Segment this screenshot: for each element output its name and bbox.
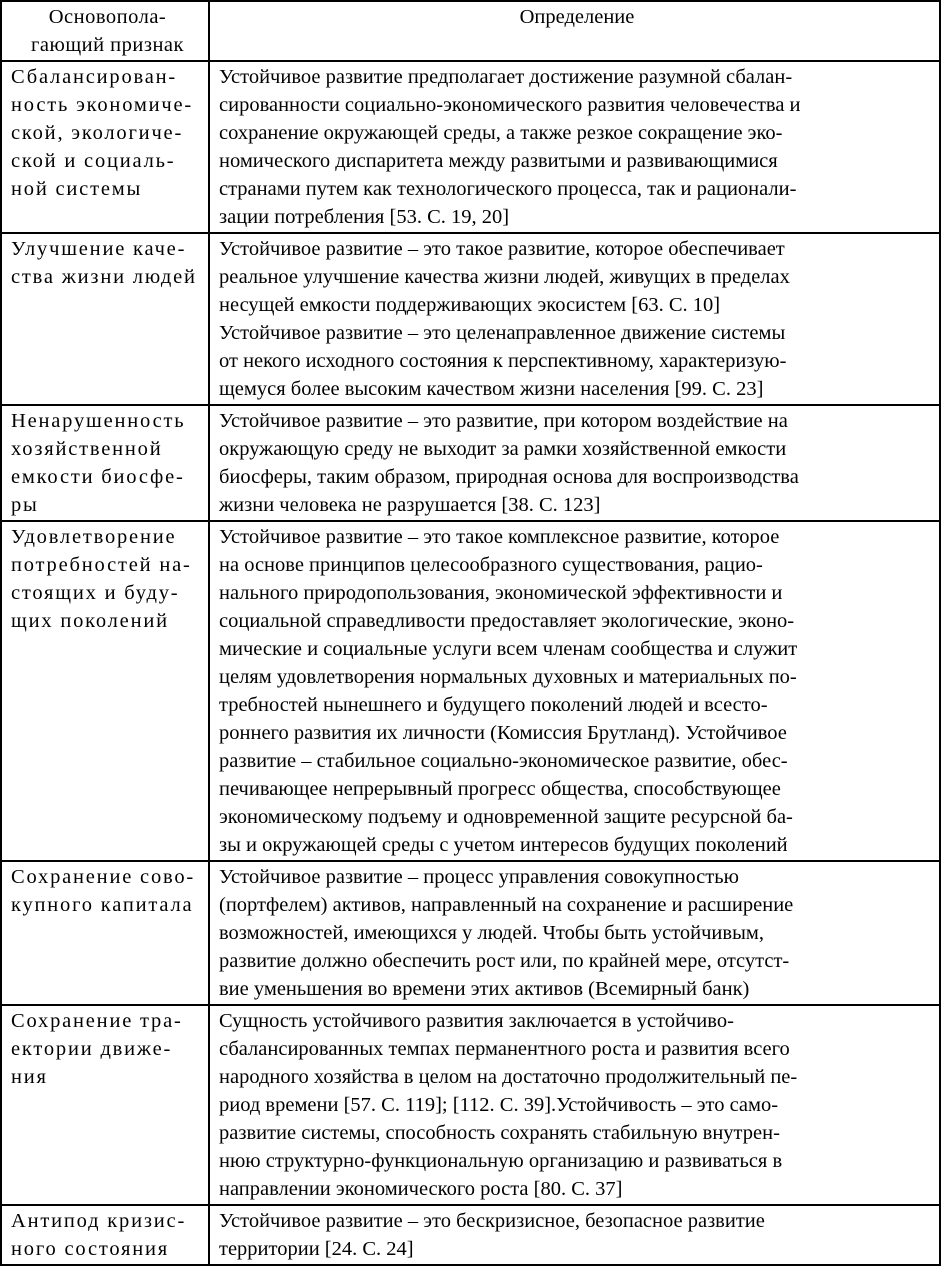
header-feature-line: Основопола-: [48, 6, 167, 28]
feature-line: ность экономиче-: [11, 94, 194, 116]
feature-cell: [1, 861, 209, 1005]
definition-line: биосферы, таким образом, природная основа для воспроизводства: [219, 466, 799, 488]
definition-cell: [209, 61, 940, 233]
definition-line: реальное улучшение качества жизни людей, живущих в пределах: [219, 266, 790, 288]
feature-line: купного капитала: [11, 894, 194, 916]
table-row: [1, 61, 940, 233]
definition-line: требностей нынешнего и будущего поколений людей и всесто-: [219, 694, 768, 716]
definition-line: окружающую среду не выходит за рамки хозяйственной емкости: [219, 438, 787, 460]
feature-cell: [1, 1005, 209, 1205]
definition-cell: [209, 233, 940, 405]
definition-line: странами путем как технологического процесса, так и рационали-: [219, 178, 797, 200]
definition-line: риод времени [57. С. 119]; [112. С. 39].Устойчивость – это само-: [219, 1094, 779, 1116]
definition-line: несущей емкости поддерживающих экосистем [63. С. 10]: [219, 294, 721, 316]
feature-cell: [1, 521, 209, 861]
feature-cell: [1, 233, 209, 405]
feature-line: Удовлетворение: [11, 526, 177, 548]
feature-line: хозяйственной: [11, 438, 163, 460]
feature-line: Сохранение тра-: [11, 1010, 183, 1032]
definition-cell: [209, 861, 940, 1005]
definition-line: на основе принципов целесообразного существования, рацио-: [219, 554, 763, 576]
definitions-table-body: [1, 61, 940, 1265]
definition-line: Устойчивое развитие – это такое комплексное развитие, которое: [219, 526, 780, 548]
definition-line: Сущность устойчивого развития заключается в устойчиво-: [219, 1010, 734, 1032]
feature-line: ской и социаль-: [11, 150, 176, 172]
table-row: [1, 861, 940, 1005]
feature-line: стоящих и буду-: [11, 582, 180, 604]
definition-line: развитие системы, способность сохранять стабильную внутрен-: [219, 1122, 780, 1144]
definition-cell: [209, 1005, 940, 1205]
definition-cell: [209, 521, 940, 861]
definition-line: вие уменьшения во времени этих активов (Всемирный банк): [219, 978, 750, 1000]
feature-line: щих поколений: [11, 610, 169, 632]
definition-line: направлении экономического роста [80. С. 37]: [219, 1178, 623, 1200]
definition-cell: [209, 405, 940, 521]
feature-line: ры: [11, 494, 39, 516]
definition-line: печивающее непрерывный прогресс общества, способствующее: [219, 778, 781, 800]
feature-line: ской, экологиче-: [11, 122, 184, 144]
definition-line: (портфелем) активов, направленный на сохранение и расширение: [219, 894, 794, 916]
definition-line: зации потребления [53. С. 19, 20]: [219, 206, 510, 228]
feature-line: емкости биосфе-: [11, 466, 185, 488]
definition-line: территории [24. С. 24]: [219, 1238, 414, 1260]
definition-line: развитие должно обеспечить рост или, по крайней мере, отсутст-: [219, 950, 790, 972]
definition-line: мические и социальные услуги всем членам сообщества и служит: [219, 638, 798, 660]
definition-line: народного хозяйства в целом на достаточно продолжительный пе-: [219, 1066, 798, 1088]
table-header-row: [1, 1, 940, 61]
header-cell-definition: [209, 1, 940, 61]
table-row: [1, 405, 940, 521]
definition-line: сбалансированных темпах перманентного роста и развития всего: [219, 1038, 790, 1060]
table-row: [1, 1205, 940, 1265]
definition-line: от некого исходного состояния к перспективному, характеризую-: [219, 350, 787, 372]
feature-line: ектории движе-: [11, 1038, 173, 1060]
feature-cell: [1, 1205, 209, 1265]
feature-line: потребностей на-: [11, 554, 192, 576]
feature-cell: [1, 405, 209, 521]
feature-line: Антипод кризис-: [11, 1210, 187, 1232]
feature-line: ства жизни людей: [11, 266, 197, 288]
table-row: [1, 1005, 940, 1205]
header-feature-line: гающий признак: [31, 34, 184, 56]
feature-cell: [1, 61, 209, 233]
header-cell-feature: [1, 1, 209, 61]
definition-line: сохранение окружающей среды, а также резкое сокращение эко-: [219, 122, 783, 144]
definition-line: Устойчивое развитие – это бескризисное, безопасное развитие: [219, 1210, 765, 1232]
header-definition-label: Определение: [519, 6, 635, 28]
definition-line: сированности социально-экономического развития человечества и: [219, 94, 801, 116]
table-row: [1, 233, 940, 405]
definition-line: зы и окружающей среды с учетом интересов будущих поколений: [219, 834, 788, 856]
table-row: [1, 521, 940, 861]
definition-line: возможностей, имеющихся у людей. Чтобы быть устойчивым,: [219, 922, 764, 944]
definition-line: щемуся более высоким качеством жизни населения [99. С. 23]: [219, 378, 764, 400]
feature-line: ного состояния: [11, 1238, 169, 1260]
definition-line: жизни человека не разрушается [38. С. 123]: [219, 494, 601, 516]
definition-line: Устойчивое развитие – процесс управления совокупностью: [219, 866, 739, 888]
feature-line: Ненарушенность: [11, 410, 186, 432]
definition-line: социальной справедливости предоставляет экологические, эконо-: [219, 610, 795, 632]
definition-line: нюю структурно-функциональную организацию и развиваться в: [219, 1150, 783, 1172]
definition-line: целям удовлетворения нормальных духовных и материальных по-: [219, 666, 797, 688]
definition-line: экономическому подъему и одновременной защите ресурсной ба-: [219, 806, 793, 828]
definition-line: нального природопользования, экономической эффективности и: [219, 582, 783, 604]
definition-line: Устойчивое развитие – это целенаправленное движение системы: [219, 322, 786, 344]
feature-line: Улучшение каче-: [11, 238, 187, 260]
definition-line: номического диспаритета между развитыми и развивающимися: [219, 150, 778, 172]
definition-line: Устойчивое развитие – это такое развитие, которое обеспечивает: [219, 238, 785, 260]
feature-line: Сбалансирован-: [11, 66, 178, 88]
definition-line: развитие – стабильное социально-экономическое развитие, обес-: [219, 750, 788, 772]
feature-line: ной системы: [11, 178, 143, 200]
feature-line: ния: [11, 1066, 48, 1088]
definition-line: Устойчивое развитие – это развитие, при котором воздействие на: [219, 410, 788, 432]
definition-line: роннего развития их личности (Комиссия Брутланд). Устойчивое: [219, 722, 787, 744]
feature-line: Сохранение сово-: [11, 866, 196, 888]
definition-cell: [209, 1205, 940, 1265]
definition-line: Устойчивое развитие предполагает достижение разумной сбалан-: [219, 66, 793, 88]
